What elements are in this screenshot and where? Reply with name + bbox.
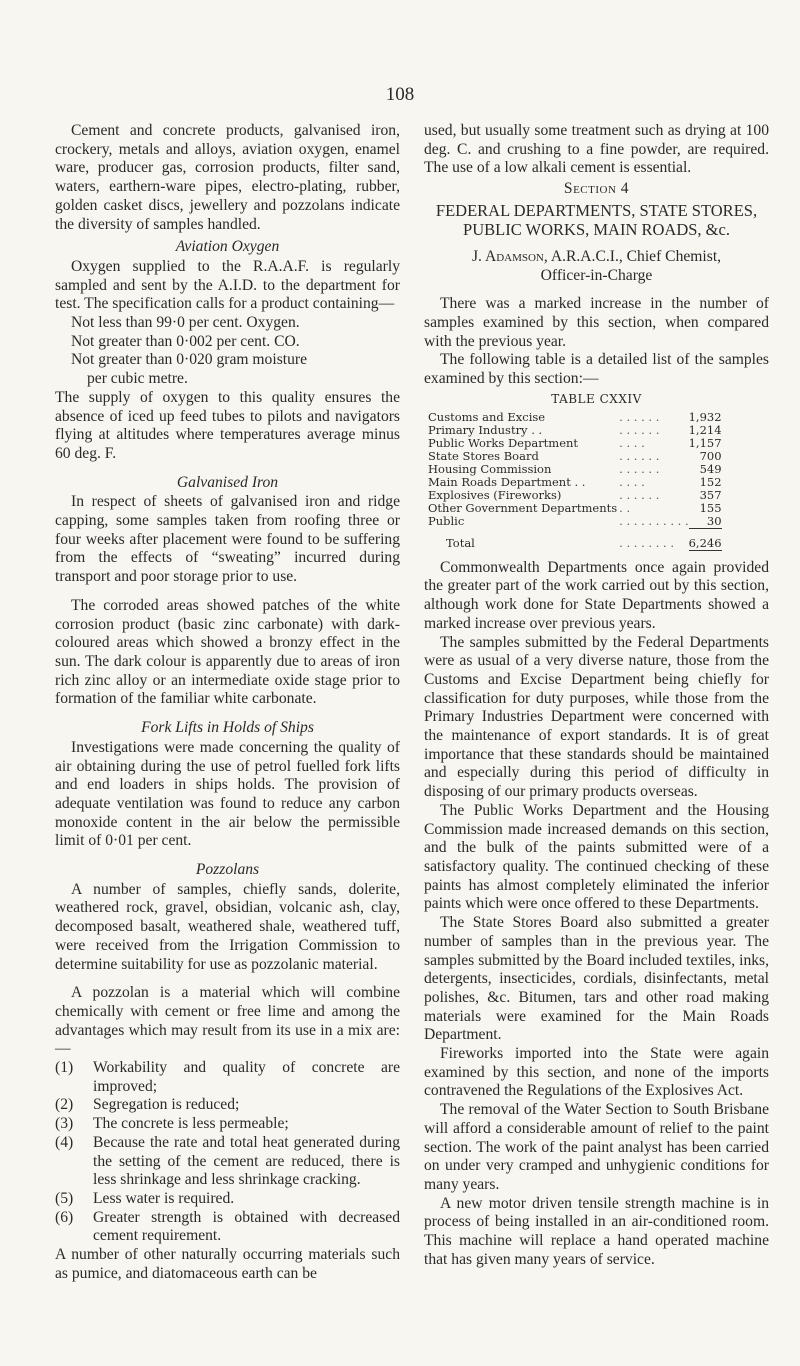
- chief-role-line-2: Officer-in-Charge: [540, 266, 653, 284]
- list-item: (2) Segregation is reduced;: [55, 1096, 240, 1114]
- section-label: Section 4: [563, 180, 630, 198]
- pozzolan-advantages-list: [55, 1059, 400, 1246]
- galvanised-paragraph-2: The corroded areas showed patches of the white corrosion product (basic zinc carbonate) with dark-coloured areas which showed a bronzy effect in the sun. The dark colour is apparently due to areas of iron rich zinc alloy or an intermediate oxide stage prior to formation of the familiar white carbonate.: [55, 596, 400, 708]
- spec-line-co: Not greater than 0·002 per cent. CO.: [71, 332, 300, 350]
- list-item: (6) Greater strength is obtained with decreased cement requirement.: [55, 1208, 400, 1245]
- table-row: Public . . . . . . . . . . 30: [428, 513, 722, 528]
- section-title: FEDERAL DEPARTMENTS, STATE STORES, PUBLIC WORKS, MAIN ROADS, &c.: [435, 200, 758, 240]
- aviation-paragraph-2: The supply of oxygen to this quality ensures the absence of iced up feed tubes to pilots and navigators flying at altitudes where temperatures average minus 60 deg. F.: [55, 388, 400, 462]
- pozzolans-paragraph-3: A number of other naturally occurring materials such as pumice, and diatomaceous earth can be: [55, 1246, 400, 1282]
- right-paragraph-9: A new motor driven tensile strength machine is in process of being installed in an air-conditioned room. This machine will replace a hand operated machine that has given many years of service.: [424, 1194, 769, 1268]
- right-paragraph-2: The following table is a detailed list of the samples examined by this section:—: [424, 351, 769, 388]
- table-title: TABLE CXXIV: [551, 391, 642, 406]
- samples-table-grid: [428, 411, 722, 551]
- list-item: (1) Workability and quality of concrete are improved;: [55, 1059, 400, 1095]
- table-row: Other Government Departments . . 155: [428, 500, 722, 515]
- intro-paragraph: Cement and concrete products, galvanised iron, crockery, metals and alloys, aviation oxygen, enamel ware, producer gas, corrosion products, filter sand, waters, earthern-ware pipes, electro-plating, rubber, golden casket discs, jewellery and pozzolans indicate the diversity of samples handled.: [55, 122, 400, 233]
- table-row: Customs and Excise . . . . . . 1,932: [428, 409, 722, 424]
- spec-line-oxygen: Not less than 99·0 per cent. Oxygen.: [71, 314, 300, 332]
- galvanised-iron-heading: Galvanised Iron: [176, 473, 279, 491]
- right-paragraph-3: Commonwealth Departments once again provided the greater part of the work carried out by this section, although work done for State Departments showed a marked increase over previous years.: [424, 558, 769, 632]
- list-item: (3) The concrete is less permeable;: [55, 1115, 289, 1133]
- page-number: 108: [385, 84, 415, 105]
- table-row: Primary Industry . . . . . . . . 1,214: [428, 422, 722, 437]
- table-row: Housing Commission . . . . . . 549: [428, 461, 722, 476]
- samples-table: [424, 393, 769, 551]
- table-row: Explosives (Fireworks) . . . . . . 357: [428, 487, 722, 502]
- galvanised-paragraph-1: In respect of sheets of galvanised iron and ridge capping, some samples taken from roofing three or four weeks after placement were found to be suffering from the effects of “sweating” incurred during transport and poor storage prior to use.: [55, 493, 400, 586]
- right-paragraph-4: The samples submitted by the Federal Departments were as usual of a very diverse nature, those from the Customs and Excise Department being chiefly for classification for duty purposes, while those from the Primary Industries Department were concerned with the maintenance of export standards. It is of great importance that these standards should be maintained and especially during this period of difficulty in disposing of our primary products overseas.: [424, 633, 769, 801]
- table-row: State Stores Board . . . . . . 700: [428, 448, 722, 463]
- fork-lifts-heading: Fork Lifts in Holds of Ships: [141, 719, 314, 737]
- pozzolans-heading: Pozzolans: [195, 861, 260, 879]
- right-column: [424, 122, 769, 1269]
- pozzolans-paragraph-2: A pozzolan is a material which will combine chemically with cement or free lime and among the advantages which may result from its use in a mix are:—: [55, 984, 400, 1058]
- fork-lifts-paragraph: Investigations were made concerning the quality of air obtaining during the use of petrol fuelled fork lifts and end loaders in ships holds. The provision of adequate ventilation was found to reduce any carbon monoxide content in the air below the permissible limit of 0·01 per cent.: [55, 738, 400, 850]
- list-item: (5) Less water is required.: [55, 1189, 235, 1207]
- chief-name: J. Adamson: [471, 247, 544, 265]
- chief-chemist-credit: [424, 248, 769, 285]
- right-paragraph-5: The Public Works Department and the Housing Commission made increased demands on this section, and the bulk of the paints submitted were of a satisfactory quality. The continued checking of these paints has almost completely eliminated the inferior paints which were once offered to these Departments.: [424, 801, 769, 913]
- continued-paragraph: used, but usually some treatment such as drying at 100 deg. C. and crushing to a fine powder, are required. The use of a low alkali cement is essential.: [424, 122, 769, 177]
- right-paragraph-1: There was a marked increase in the number of samples examined by this section, when compared with the previous year.: [424, 295, 769, 350]
- right-paragraph-7: Fireworks imported into the State were again examined by this section, and none of the imports contravened the Regulations of the Explosives Act.: [424, 1045, 769, 1100]
- right-paragraph-6: The State Stores Board also submitted a greater number of samples than in the previous year. The samples submitted by the Board included textiles, inks, detergents, insecticides, cordials, disinfectants, metal polishes, &c. Bitumen, tars and other road making materials were examined for the Main Roads Department.: [424, 914, 769, 1044]
- left-column: [55, 122, 400, 1283]
- pozzolans-paragraph-1: A number of samples, chiefly sands, dolerite, weathered rock, gravel, obsidian, volcanic ash, clay, decomposed basalt, weathered shale, weathered tuff, were received from the Irrigation Commission to determine suitability for use as pozzolanic material.: [55, 880, 400, 973]
- spec-line-moisture-cont: per cubic metre.: [87, 370, 188, 388]
- table-total-row: Total . . . . . . . . 6,246: [428, 528, 722, 550]
- oxygen-specification: [71, 314, 400, 389]
- list-item: (4) Because the rate and total heat generated during the setting of the cement are reduced, there is less shrinkage and less shrinkage cracking.: [55, 1133, 400, 1189]
- chief-role: , A.R.A.C.I., Chief Chemist,: [543, 247, 722, 265]
- aviation-paragraph-1: Oxygen supplied to the R.A.A.F. is regularly sampled and sent by the A.I.D. to the department for test. The specification calls for a product containing—: [55, 257, 400, 313]
- table-row: Public Works Department . . . . 1,157: [428, 435, 722, 450]
- right-paragraph-8: The removal of the Water Section to South Brisbane will afford a considerable amount of relief to the paint section. The work of the paint analyst has been carried on under very cramped and unhygienic conditions for many years.: [424, 1101, 769, 1193]
- table-row: Main Roads Department . . . . . . 152: [428, 474, 722, 489]
- aviation-oxygen-heading: Aviation Oxygen: [175, 238, 280, 256]
- spec-line-moisture: Not greater than 0·020 gram moisture: [71, 351, 308, 369]
